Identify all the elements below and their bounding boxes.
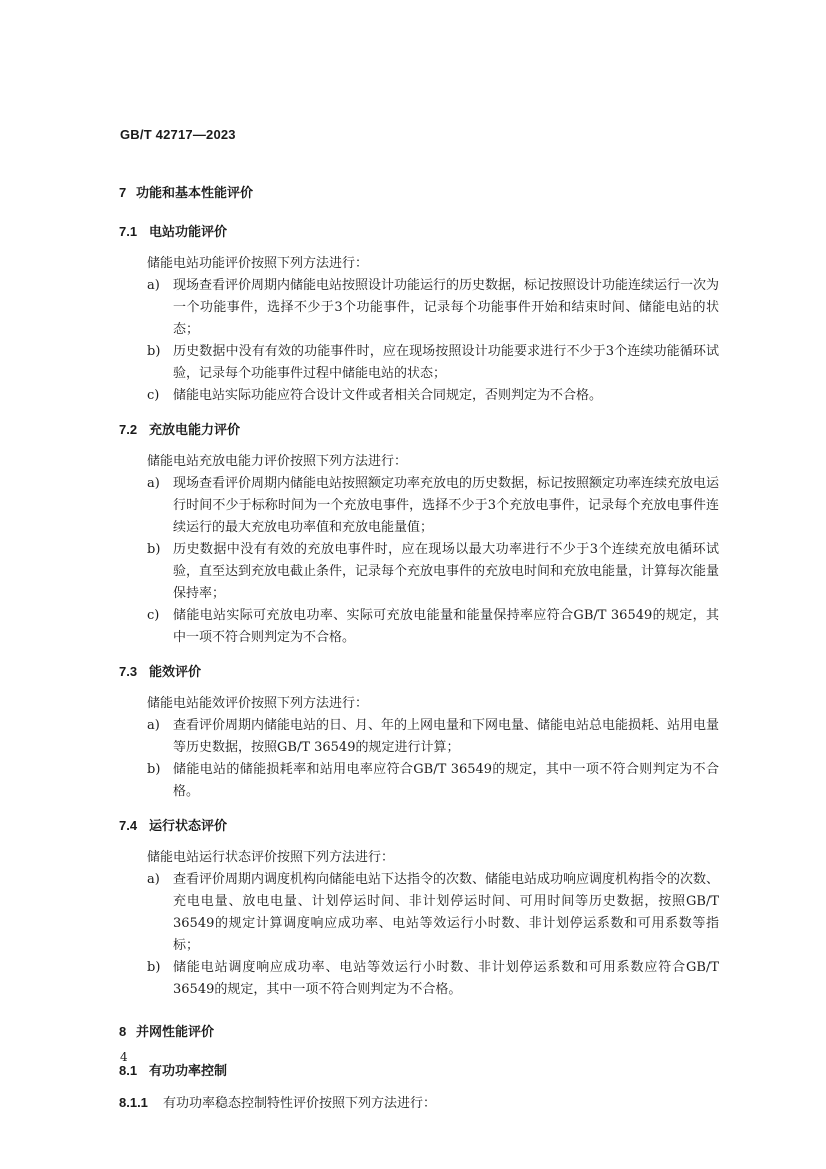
list-item xyxy=(119,539,719,605)
list-marker: b) xyxy=(147,542,161,557)
section-number: 7 xyxy=(119,185,127,200)
section-number: 7.2 xyxy=(119,422,138,437)
list-item xyxy=(119,715,719,759)
list-marker: a) xyxy=(147,278,160,293)
list-item-text: 查看评价周期内储能电站的日、月、年的上网电量和下网电量、储能电站总电能损耗、站用电量等历史数据，按照GB/T 36549的规定进行计算； xyxy=(173,718,720,755)
section-title: 功能和基本性能评价 xyxy=(136,185,254,200)
list-item-text: 历史数据中没有有效的充放电事件时，应在现场以最大功率进行不少于3个连续充放电循环试验，直至达到充放电截止条件，记录每个充放电事件的充放电时间和充放电能量，计算每次能量保持率； xyxy=(173,542,720,601)
list-item xyxy=(119,341,719,385)
list-item xyxy=(119,275,719,341)
section-7-1 xyxy=(119,223,719,407)
section-title: 并网性能评价 xyxy=(136,1024,215,1039)
section-title: 运行状态评价 xyxy=(149,818,228,833)
list-marker: b) xyxy=(147,762,161,777)
section-7-3 xyxy=(119,663,719,803)
list-item-text: 储能电站调度响应成功率、电站等效运行小时数、非计划停运系数和可用系数应符合GB/T 36549的规定，其中一项不符合则判定为不合格。 xyxy=(173,960,719,997)
section-number: 8 xyxy=(119,1024,127,1039)
section-number: 7.4 xyxy=(119,818,138,833)
standard-code: GB/T 42717—2023 xyxy=(120,127,236,142)
list-item xyxy=(119,957,719,1001)
section-heading xyxy=(119,421,719,439)
section-heading xyxy=(119,223,719,241)
list-item-text: 历史数据中没有有效的功能事件时，应在现场按照设计功能要求进行不少于3个连续功能循环试验，记录每个功能事件过程中储能电站的状态； xyxy=(173,344,719,381)
section-intro: 储能电站运行状态评价按照下列方法进行： xyxy=(147,850,395,865)
section-number: 7.1 xyxy=(119,224,138,239)
list-item xyxy=(119,385,719,407)
list-item-text: 储能电站的储能损耗率和站用电率应符合GB/T 36549的规定，其中一项不符合则判定为不合格。 xyxy=(173,762,719,799)
document-body xyxy=(119,184,719,1113)
list-item-text: 查看评价周期内调度机构向储能电站下达指令的次数、储能电站成功响应调度机构指令的次数、充电电量、放电电量、计划停运时间、非计划停运时间、可用时间等历史数据，按照GB/T 36549的规定计算调度响应成功率、电站等效运行小时数、非计划停运系数和可用系数等指标； xyxy=(173,872,720,953)
section-title: 充放电能力评价 xyxy=(149,422,241,437)
section-8-heading xyxy=(119,1023,719,1041)
section-7-4 xyxy=(119,817,719,1001)
clause-number: 8.1.1 xyxy=(119,1095,148,1110)
list-item-text: 现场查看评价周期内储能电站按照设计功能运行的历史数据，标记按照设计功能连续运行一次为一个功能事件，选择不少于3个功能事件，记录每个功能事件开始和结束时间、储能电站的状态； xyxy=(173,278,720,337)
section-title: 电站功能评价 xyxy=(149,224,228,239)
list-marker: b) xyxy=(147,960,161,975)
clause-text: 有功功率稳态控制特性评价按照下列方法进行： xyxy=(163,1096,437,1111)
list-item-text: 储能电站实际功能应符合设计文件或者相关合同规定，否则判定为不合格。 xyxy=(173,388,603,403)
list-item xyxy=(119,759,719,803)
section-title: 有功功率控制 xyxy=(149,1063,228,1078)
section-intro: 储能电站充放电能力评价按照下列方法进行： xyxy=(147,454,408,469)
page-number: 4 xyxy=(120,1050,128,1064)
section-heading xyxy=(119,817,719,835)
section-number: 8.1 xyxy=(119,1063,138,1078)
list-marker: a) xyxy=(147,872,160,887)
list-marker: c) xyxy=(147,608,160,623)
section-title: 能效评价 xyxy=(149,664,202,679)
section-8-1-heading xyxy=(119,1062,719,1080)
section-intro: 储能电站功能评价按照下列方法进行： xyxy=(147,256,369,271)
list-marker: c) xyxy=(147,388,160,403)
clause-8-1-1 xyxy=(119,1094,719,1113)
list-item xyxy=(119,473,719,539)
section-7-heading xyxy=(119,184,719,202)
list-item xyxy=(119,605,719,649)
section-7-2 xyxy=(119,421,719,649)
list-marker: a) xyxy=(147,718,160,733)
list-item-text: 储能电站实际可充放电功率、实际可充放电能量和能量保持率应符合GB/T 36549的规定，其中一项不符合则判定为不合格。 xyxy=(173,608,719,645)
section-number: 7.3 xyxy=(119,664,138,679)
list-item-text: 现场查看评价周期内储能电站按照额定功率充放电的历史数据，标记按照额定功率连续充放电运行时间不少于标称时间为一个充放电事件，选择不少于3个充放电事件，记录每个充放电事件连续运行的最大充放电功率值和充放电能量值； xyxy=(173,476,720,535)
section-intro: 储能电站能效评价按照下列方法进行： xyxy=(147,696,369,711)
list-marker: a) xyxy=(147,476,160,491)
list-marker: b) xyxy=(147,344,161,359)
list-item xyxy=(119,869,719,957)
section-heading xyxy=(119,663,719,681)
